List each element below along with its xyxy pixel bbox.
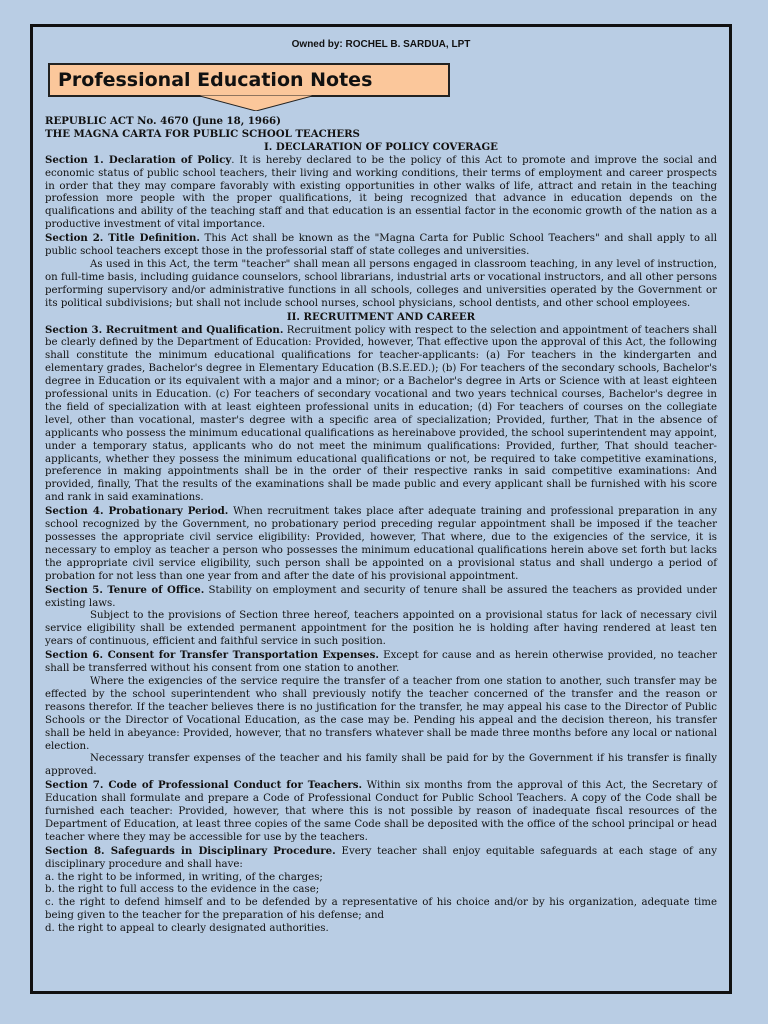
section-text: This Act shall be known as the "Magna Carta for Public School Teachers" and shall apply to all public school teachers except those in the professorial staff of state colleges and universities.: [45, 233, 717, 258]
section-5-paragraph: Subject to the provisions of Section three hereof, teachers appointed on a provisional status for lack of necessary civil service eligibility shall be extended permanent appointment for the position he is holding after having rendered at least ten years of continuous, efficient and faithful service in such position.: [45, 610, 717, 648]
section-heading: Section 3. Recruitment and Qualification.: [45, 323, 284, 336]
section-text: When recruitment takes place after adequate training and professional preparation in any school recognized by the Government, no probationary period preceding regular appointment shall be imposed if the teacher possesses the appropriate civil service eligibility: Provided, however, That where, due to the exigencies of the service, it is necessary to employ as teacher a person who possesses the minimum educational qualifications herein above set forth but lacks the appropriate civil service eligibility, such person shall be appointed on a provisional status and shall undergo a period of probation for not less than one year from and after the date of his provisional appointment.: [45, 506, 717, 582]
section-5: [45, 584, 717, 611]
section-text: Except for cause and as herein otherwise provided, no teacher shall be transferred without his consent from one station to another.: [45, 650, 717, 675]
document-body: [45, 115, 717, 936]
act-name: THE MAGNA CARTA FOR PUBLIC SCHOOL TEACHERS: [45, 127, 360, 140]
section-heading: Section 2. Title Definition.: [45, 232, 200, 245]
section-7: [45, 779, 717, 845]
act-number: REPUBLIC ACT No. 4670 (June 18, 1966): [45, 115, 281, 127]
section-3: [45, 324, 717, 506]
section-text: Recruitment policy with respect to the selection and appointment of teachers shall be clearly defined by the Department of Education: Provided, however, That effective upon the approval of this Act, the following shall constitute the minimum educational qualifications for teacher-applicants: (a) For teachers in the kindergarten and elementary grades, Bachelor's degree in Elementary Education (B.S.E.ED.); (b) For teachers of the secondary schools, Bachelor's degree in Education or its equivalent with a major and a minor; or a Bachelor's degree in Arts or Science with at least eighteen professional units in Education. (c) For teachers of secondary vocational and two years technical courses, Bachelor's degree in the field of specialization with at least eighteen professional units in education; (d) For teachers of courses on the collegiate level, other than vocational, master's degree with a specific area of specialization; Provided, further, That in the absence of applicants who possess the minimum educational qualifications as hereinabove provided, the school superintendent may appoint, under a temporary status, applicants who do not meet the minimum qualifications: Provided, further, That should teacher-applicants, whether they possess the minimum educational qualifications or not, be required to take competitive examinations, preference in making appointments shall be in the order of their respective ranks in said competitive examinations: And provided, finally, That the results of the examinations shall be made public and every applicant shall be furnished with his score and rank in said examinations.: [45, 324, 717, 504]
section-8: [45, 845, 717, 872]
part-heading-1: I. DECLARATION OF POLICY COVERAGE: [264, 140, 498, 153]
list-item: c. the right to defend himself and to be defended by a representative of his choice and/or by his organization, adequate time being given to the teacher for the preparation of his defense; and: [45, 897, 717, 922]
section-heading: Section 7. Code of Professional Conduct for Teachers.: [45, 779, 363, 792]
section-2-paragraph: As used in this Act, the term "teacher" shall mean all persons engaged in classroom teaching, in any level of instruction, on full-time basis, including guidance counselors, school librarians, industrial arts or vocational instructors, and all other persons performing supervisory and/or administrative functions in all schools, colleges and universities operated by the Government or its political subdivisions; but shall not include school nurses, school physicians, school dentists, and other school employees.: [45, 258, 717, 309]
section-1: [45, 154, 717, 232]
section-heading: Section 8. Safeguards in Disciplinary Procedure.: [45, 844, 336, 857]
section-heading: Section 5. Tenure of Office.: [45, 583, 205, 596]
section-2: [45, 232, 717, 259]
section-heading: Section 1. Declaration of Policy: [45, 153, 232, 166]
section-6-paragraph: Necessary transfer expenses of the teacher and his family shall be paid for by the Government if his transfer is finally approved.: [45, 753, 717, 778]
section-6: [45, 649, 717, 676]
section-heading: Section 4. Probationary Period.: [45, 505, 229, 518]
list-item: a. the right to be informed, in writing, of the charges;: [45, 871, 323, 883]
section-text: Within six months from the approval of this Act, the Secretary of Education shall formulate and prepare a Code of Professional Conduct for Public School Teachers. A copy of the Code shall be furnished each teacher: Provided, however, that where this is not possible by reason of inadequate fiscal resources of the Department of Education, at least three copies of the same Code shall be deposited with the office of the school principal or head teacher where they may be accessible for use by the teachers.: [45, 780, 717, 843]
section-text: . It is hereby declared to be the policy of this Act to promote and improve the social and economic status of public school teachers, their living and working conditions, their terms of employment and career prospects in order that they may compare favorably with existing opportunities in other walks of life, attract and retain in the teaching profession more people with the proper qualifications, it being recognized that advance in education depends on the qualifications and ability of the teaching staff and that education is an essential factor in the economic growth of the nation as a productive investment of vital importance.: [45, 154, 717, 231]
list-item: b. the right to full access to the evidence in the case;: [45, 884, 320, 896]
section-text: Every teacher shall enjoy equitable safeguards at each stage of any disciplinary procedure and shall have:: [45, 845, 717, 870]
down-arrow-icon: [196, 95, 316, 111]
section-6-paragraph: Where the exigencies of the service require the transfer of a teacher from one station to another, such transfer may be effected by the school superintendent who shall previously notify the teacher concerned of the transfer and the reason or reasons therefor. If the teacher believes there is no justification for the transfer, he may appeal his case to the Director of Public Schools or the Director of Vocational Education, as the case may be. Pending his appeal and the decision thereon, his transfer shall be held in abeyance: Provided, however, that no transfers whatever shall be made three months before any local or national election.: [45, 675, 717, 752]
section-heading: Section 6. Consent for Transfer Transportation Expenses.: [45, 649, 379, 662]
section-text: Stability on employment and security of tenure shall be assured the teachers as provided under existing laws.: [45, 584, 717, 609]
document-frame: [30, 24, 732, 994]
list-item: d. the right to appeal to clearly designated authorities.: [45, 923, 329, 935]
title-banner: [48, 63, 442, 111]
section-4: [45, 505, 717, 583]
part-heading-2: II. RECRUITMENT AND CAREER: [286, 310, 476, 323]
owner-credit: Owned by: ROCHEL B. SARDUA, LPT: [291, 39, 471, 50]
page-title: Professional Education Notes: [48, 63, 450, 97]
